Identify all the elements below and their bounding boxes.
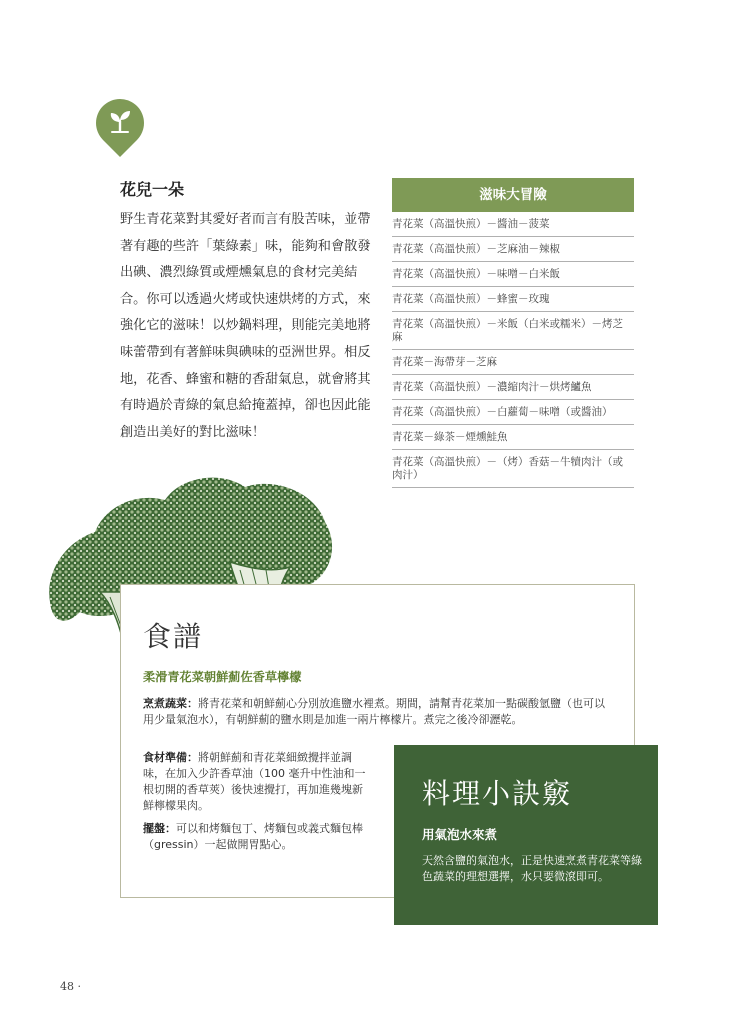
flavor-pairing-item: 青花菜（高溫快煎）－（烤）香菇－牛犢肉汁（或肉汁） — [392, 450, 634, 488]
step-text: 將青花菜和朝鮮薊心分別放進鹽水裡煮。期間，請幫青花菜加一點碳酸氫鹽（也可以用少量氣泡水），有朝鮮薊的鹽水則是加進一兩片檸檬片。煮完之後冷卻瀝乾。 — [143, 697, 605, 726]
step-text: 可以和烤麵包丁、烤麵包或義式麵包棒（gressin）一起做開胃點心。 — [143, 822, 363, 851]
flavor-box-title: 滋味大冒險 — [392, 178, 634, 212]
flavor-pairing-list — [392, 212, 634, 488]
intro-paragraph: 野生青花菜對其愛好者而言有股苦味，並帶著有趣的些許「葉綠素」味，能夠和會散發出碘、濃烈綠質或煙燻氣息的食材完美結合。你可以透過火烤或快速烘烤的方式，來強化它的滋味！以炒鍋料理，則能完美地將味蕾帶到有著鮮味與碘味的亞洲世界。相反地，花香、蜂蜜和糖的香甜氣息，就會將其有時過於青綠的氣息給掩蓋掉，卻也因此能創造出美好的對比滋味！ — [120, 212, 371, 440]
step-label: 烹煮蔬菜： — [143, 697, 198, 710]
tip-subtitle: 用氣泡水來煮 — [422, 827, 498, 842]
flavor-pairing-item: 青花菜（高溫快煎）－白蘿蔔－味噌（或醬油） — [392, 400, 634, 425]
cooking-tip-box — [394, 745, 658, 925]
sprout-icon — [99, 101, 141, 143]
tip-body: 天然含鹽的氣泡水，正是快速烹煮青花菜等綠色蔬菜的理想選擇，水只要微滾即可。 — [422, 854, 642, 883]
flavor-pairing-item: 青花菜（高溫快煎）－味噌－白米飯 — [392, 262, 634, 287]
recipe-step-plating — [143, 821, 371, 853]
recipe-step-prep — [143, 750, 371, 814]
flavor-pairing-item: 青花菜（高溫快煎）－濃縮肉汁－烘烤鱸魚 — [392, 375, 634, 400]
flavor-pairing-item: 青花菜－綠茶－煙燻鮭魚 — [392, 425, 634, 450]
flavor-pairing-item: 青花菜（高溫快煎）－芝麻油－辣椒 — [392, 237, 634, 262]
recipe-title: 柔滑青花菜朝鮮薊佐香草檸檬 — [143, 670, 302, 684]
section-title: 花兒一朵 — [120, 180, 185, 199]
flavor-pairing-item: 青花菜（高溫快煎）－醬油－菠菜 — [392, 212, 634, 237]
page-number: 48 · — [60, 980, 81, 993]
tip-heading: 料理小訣竅 — [422, 777, 573, 810]
flavor-pairing-item: 青花菜－海帶芽－芝麻 — [392, 350, 634, 375]
step-text: 將朝鮮薊和青花菜細緻攪拌並調味，在加入少許香草油（100 毫升中性油和一根切開的香草莢）後快速攪打，再加進幾塊新鮮檸檬果肉。 — [143, 751, 366, 812]
flavor-pairing-item: 青花菜（高溫快煎）－蜂蜜－玫瑰 — [392, 287, 634, 312]
flavor-adventure-box — [392, 178, 634, 488]
recipe-step-cooking — [143, 696, 608, 728]
recipe-heading: 食譜 — [143, 620, 204, 653]
step-label: 食材準備： — [143, 751, 198, 764]
flavor-pairing-item: 青花菜（高溫快煎）－米飯（白米或糯米）－烤芝麻 — [392, 312, 634, 350]
step-label: 擺盤： — [143, 822, 176, 835]
